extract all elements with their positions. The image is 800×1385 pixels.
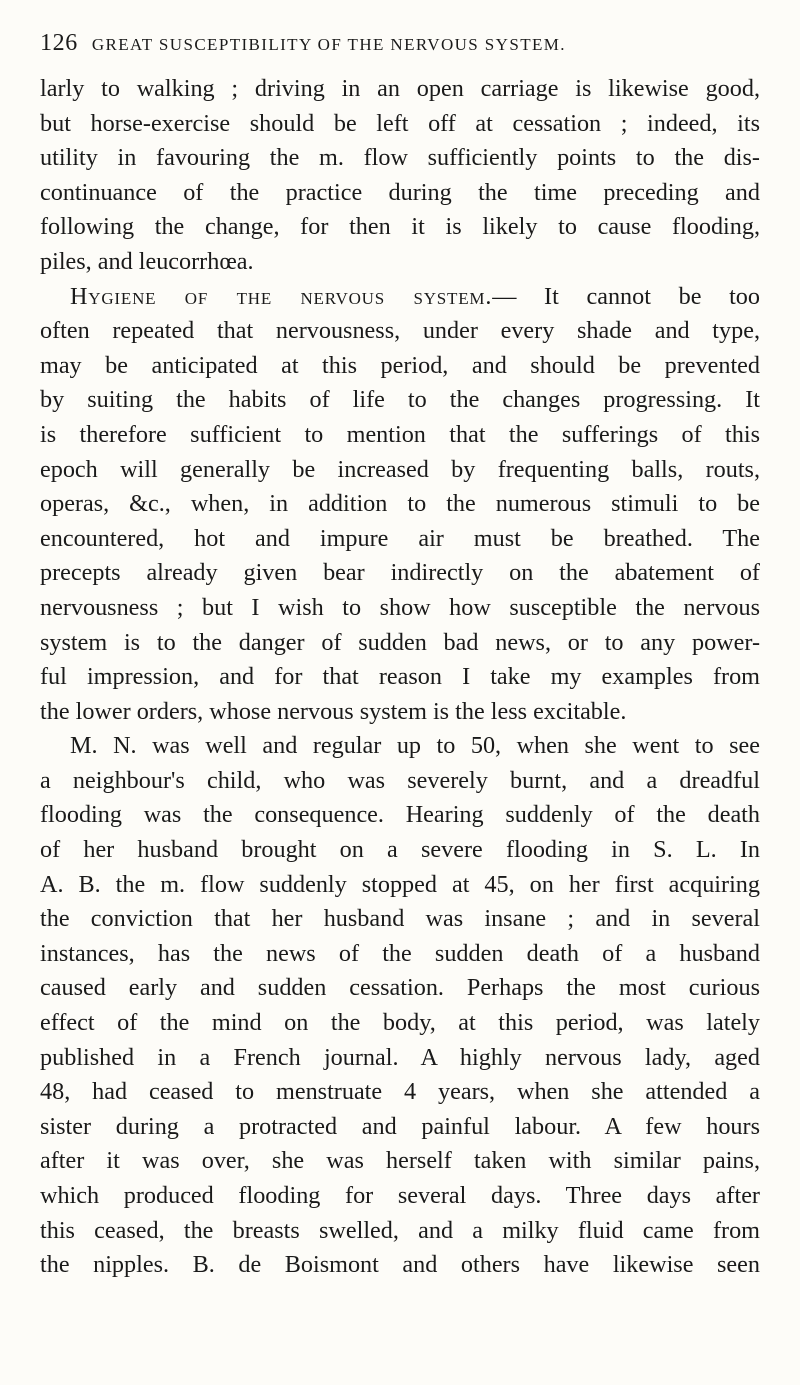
text-line: operas, &c., when, in addition to the numerous stimuli to be	[40, 490, 760, 518]
text-line: encountered, hot and impure air must be breathed. The	[40, 524, 760, 552]
text-line: published in a French journal. A highly nervous lady, aged	[40, 1043, 760, 1071]
text-line: epoch will generally be increased by frequenting balls, routs,	[40, 455, 760, 483]
text-line: instances, has the news of the sudden death of a husband	[40, 939, 760, 967]
book-page	[40, 30, 760, 1370]
text-line: sister during a protracted and painful labour. A few hours	[40, 1112, 760, 1140]
text-line: the nipples. B. de Boismont and others have likewise seen	[40, 1251, 760, 1279]
text-line: the conviction that her husband was insane ; and in several	[40, 905, 760, 933]
text-line: may be anticipated at this period, and should be prevented	[40, 351, 760, 379]
text-line: often repeated that nervousness, under every shade and type,	[40, 317, 760, 345]
text-line: is therefore sufficient to mention that the sufferings of this	[40, 420, 760, 448]
text-line: following the change, for then it is likely to cause flooding,	[40, 213, 760, 241]
running-title: GREAT SUSCEPTIBILITY OF THE NERVOUS SYSTEM.	[91, 35, 566, 54]
text-line: system is to the danger of sudden bad news, or to any power-	[40, 628, 760, 656]
text-line: effect of the mind on the body, at this period, was lately	[40, 1009, 760, 1037]
text-line: flooding was the consequence. Hearing suddenly of the death	[40, 801, 760, 829]
text-line: this ceased, the breasts swelled, and a milky fluid came from	[40, 1216, 760, 1244]
text-line: utility in favouring the m. flow sufficiently points to the dis-	[40, 144, 760, 172]
section-heading: Hygiene of the nervous system.	[70, 282, 493, 310]
text-line: the lower orders, whose nervous system is the less excitable.	[40, 697, 627, 725]
text-line: nervousness ; but I wish to show how susceptible the nervous	[40, 593, 760, 621]
text-line: but horse-exercise should be left off at cessation ; indeed, its	[40, 109, 760, 137]
page-number: 126	[40, 30, 78, 56]
text-line: M. N. was well and regular up to 50, when she went to see	[70, 732, 760, 760]
text-line: A. B. the m. flow suddenly stopped at 45, on her first acquiring	[40, 870, 760, 898]
text-line: 48, had ceased to menstruate 4 years, when she attended a	[40, 1078, 760, 1106]
text-line: continuance of the practice during the time preceding and	[40, 178, 760, 206]
text-line: which produced flooding for several days. Three days after	[40, 1182, 760, 1209]
text-line: by suiting the habits of life to the changes progressing. It	[40, 386, 760, 414]
section-line	[40, 280, 760, 315]
text-fragment: — It cannot be too	[492, 282, 760, 310]
text-line: precepts already given bear indirectly on the abatement of	[40, 559, 760, 587]
running-header	[40, 30, 760, 72]
text-line: caused early and sudden cessation. Perhaps the most curious	[40, 974, 760, 1002]
text-line: after it was over, she was herself taken with similar pains,	[40, 1147, 760, 1175]
text-line: ful impression, and for that reason I take my examples from	[40, 663, 760, 691]
text-line: a neighbour's child, who was severely burnt, and a dreadful	[40, 766, 760, 794]
text-line: larly to walking ; driving in an open carriage is likewise good,	[40, 75, 760, 102]
body-text	[40, 72, 760, 1283]
text-line: piles, and leucorrhœa.	[40, 247, 254, 275]
text-line: of her husband brought on a severe flooding in S. L. In	[40, 836, 760, 864]
